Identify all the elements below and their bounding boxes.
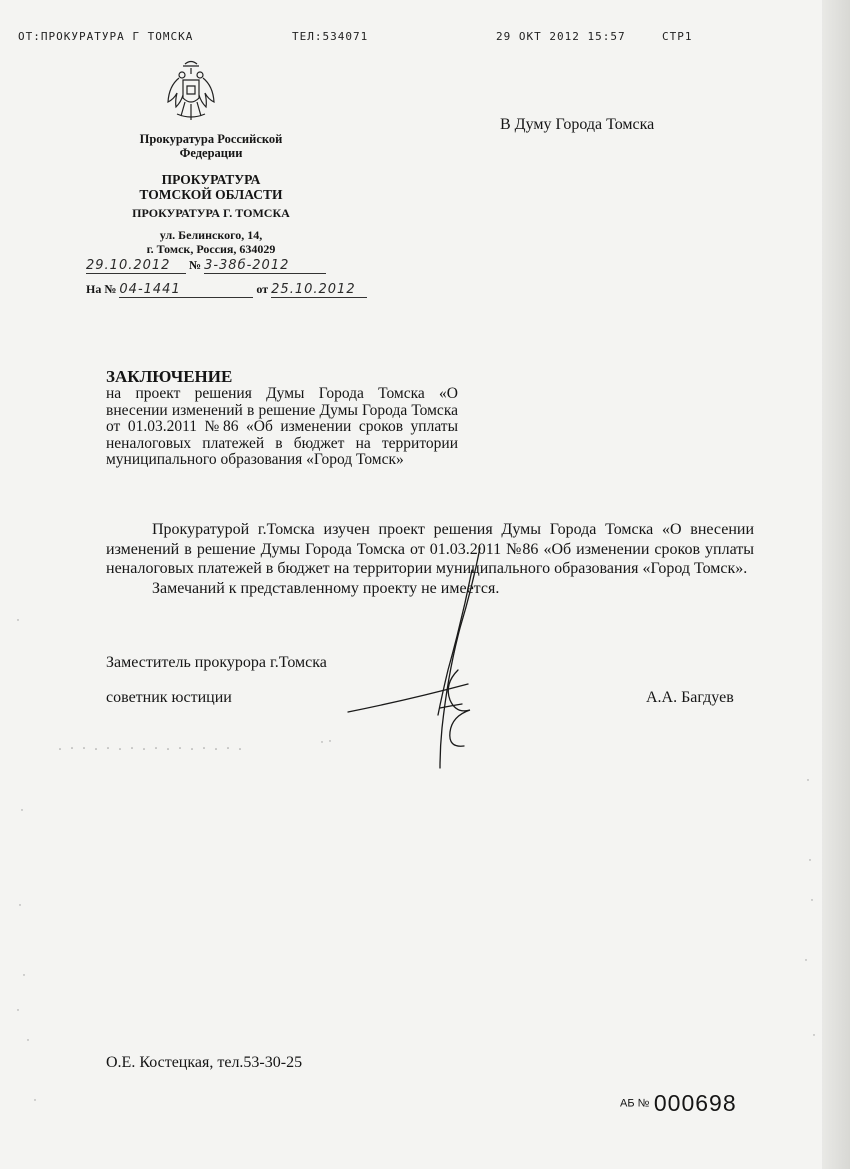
reference-number: 04-1441 [119,282,253,298]
org-line-5: ПРОКУРАТУРА Г. ТОМСКА [132,206,290,220]
fax-header-datetime: 29 ОКТ 2012 15:57 [496,30,626,43]
org-line-4: ТОМСКОЙ ОБЛАСТИ [139,187,283,202]
registration-number-label: № [189,258,202,272]
org-line-3: ПРОКУРАТУРА [161,172,261,187]
body-paragraph-2: Замечаний к представленному проекту не имеется. [152,579,500,597]
address-line-2: г. Томск, Россия, 634029 [146,242,276,256]
reference-date: 25.10.2012 [271,282,367,298]
reference-date-label: от [256,282,269,296]
executor-contact: О.Е. Костецкая, тел.53-30-25 [106,1054,303,1071]
serial-number: 000698 [653,1090,737,1116]
registration-date: 29.10.2012 [86,258,186,274]
document-subject: на проект решения Думы Города Томска «О внесении изменений в решение Думы Города Томска от 01.03.2011 №86 «Об изменении сроков уплаты неналоговых платежей в бюджет на территории муниципального образования «Город Томск» [106,385,458,468]
body-paragraph-1: Прокуратурой г.Томска изучен проект решения Думы Города Томска «О внесении изменений в решение Думы Города Томска от 01.03.2011 №86 «Об изменении сроков уплаты неналоговых платежей в бюджет на территории муниципального образования «Город Томск». [106,521,754,577]
fax-header-from: ОТ:ПРОКУРАТУРА Г ТОМСКА [18,30,194,43]
addressee: В Думу Города Томска [500,116,655,133]
address-line-1: ул. Белинского, 14, [159,228,263,242]
reference-number-label: На № [86,282,117,296]
fax-header-tel: ТЕЛ:534071 [292,30,369,43]
org-line-1: Прокуратура Российской [139,132,283,146]
serial-number-block [620,1090,737,1117]
org-line-2: Федерации [179,146,243,160]
signatory-position-2: советник юстиции [106,689,232,706]
signatory-position-1: Заместитель прокурора г.Томска [106,654,327,671]
signatory-name: А.А. Багдуев [646,689,734,706]
fax-header-page: СТР1 [662,30,693,43]
document-title: ЗАКЛЮЧЕНИЕ [106,367,233,386]
registration-number: 3-38б-2012 [204,258,326,274]
serial-label: АБ № [620,1097,650,1110]
